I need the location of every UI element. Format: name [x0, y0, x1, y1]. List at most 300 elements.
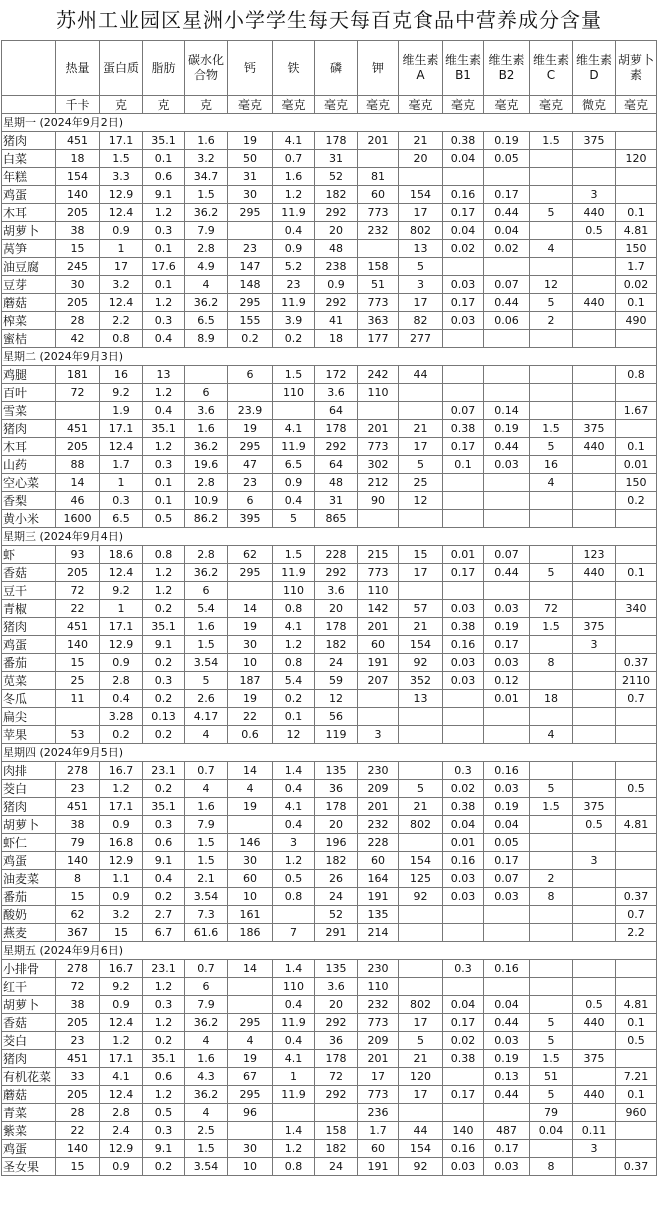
- nutrient-value: 0.19: [484, 618, 530, 636]
- nutrient-value: 0.2: [143, 1158, 185, 1176]
- nutrient-value: 3: [273, 834, 315, 852]
- nutrient-value: [616, 132, 657, 150]
- nutrient-value: 0.2: [143, 690, 185, 708]
- nutrient-value: 1.5: [185, 636, 228, 654]
- nutrient-value: 0.04: [484, 222, 530, 240]
- nutrient-value: 865: [315, 510, 358, 528]
- nutrient-value: 142: [358, 600, 399, 618]
- nutrient-value: [573, 150, 616, 168]
- nutrient-value: 164: [358, 870, 399, 888]
- nutrient-value: [616, 978, 657, 996]
- nutrient-value: 30: [228, 636, 273, 654]
- nutrient-value: [573, 924, 616, 942]
- nutrient-value: [530, 1140, 573, 1158]
- nutrient-value: 367: [56, 924, 100, 942]
- food-name: 青椒: [2, 600, 56, 618]
- nutrient-value: 3.9: [273, 312, 315, 330]
- nutrient-value: 11.9: [273, 1014, 315, 1032]
- nutrient-value: 0.5: [616, 780, 657, 798]
- nutrient-value: 0.4: [100, 690, 143, 708]
- nutrient-value: [573, 330, 616, 348]
- nutrient-value: 178: [315, 132, 358, 150]
- nutrient-value: 38: [56, 222, 100, 240]
- nutrient-value: 35.1: [143, 420, 185, 438]
- nutrient-value: 0.19: [484, 798, 530, 816]
- nutrient-value: 181: [56, 366, 100, 384]
- nutrient-value: [573, 960, 616, 978]
- nutrient-value: [358, 690, 399, 708]
- nutrient-value: 33: [56, 1068, 100, 1086]
- nutrient-value: 3.6: [185, 402, 228, 420]
- nutrient-value: [443, 492, 484, 510]
- nutrient-value: 28: [56, 1104, 100, 1122]
- nutrient-value: 3: [573, 186, 616, 204]
- nutrient-value: [484, 384, 530, 402]
- nutrient-value: 178: [315, 420, 358, 438]
- table-row: [2, 258, 657, 276]
- nutrient-value: 0.4: [143, 330, 185, 348]
- nutrient-value: 17: [399, 1014, 443, 1032]
- food-name: 冬瓜: [2, 690, 56, 708]
- nutrient-value: 205: [56, 1086, 100, 1104]
- nutrient-value: 0.38: [443, 1050, 484, 1068]
- table-row: [2, 996, 657, 1014]
- nutrient-value: 135: [358, 906, 399, 924]
- nutrient-value: 0.44: [484, 438, 530, 456]
- nutrient-value: [399, 582, 443, 600]
- nutrient-value: 1.5: [530, 132, 573, 150]
- nutrient-value: 110: [358, 582, 399, 600]
- nutrient-value: 0.03: [443, 312, 484, 330]
- nutrient-value: 140: [56, 1140, 100, 1158]
- nutrient-value: [530, 402, 573, 420]
- table-row: [2, 222, 657, 240]
- nutrient-value: [616, 1140, 657, 1158]
- column-header: 维生素A: [399, 41, 443, 96]
- nutrient-value: 277: [399, 330, 443, 348]
- nutrient-value: 440: [573, 1014, 616, 1032]
- nutrient-value: 5: [530, 204, 573, 222]
- nutrient-value: 0.07: [443, 402, 484, 420]
- nutrient-value: [530, 636, 573, 654]
- nutrient-value: 0.01: [443, 834, 484, 852]
- nutrient-value: 60: [358, 1140, 399, 1158]
- nutrient-value: 110: [358, 384, 399, 402]
- nutrient-value: 62: [228, 546, 273, 564]
- nutrient-value: [358, 510, 399, 528]
- nutrient-value: 0.4: [143, 870, 185, 888]
- nutrient-value: [484, 492, 530, 510]
- nutrient-value: 0.03: [484, 780, 530, 798]
- table-row: [2, 1140, 657, 1158]
- nutrient-value: [399, 906, 443, 924]
- nutrient-value: 161: [228, 906, 273, 924]
- nutrient-value: 64: [315, 402, 358, 420]
- nutrient-value: 0.11: [573, 1122, 616, 1140]
- nutrient-value: 120: [616, 150, 657, 168]
- nutrient-value: 1.6: [185, 132, 228, 150]
- nutrient-value: 451: [56, 1050, 100, 1068]
- nutrient-value: [530, 258, 573, 276]
- nutrient-value: 0.03: [443, 870, 484, 888]
- food-name: 鸡蛋: [2, 1140, 56, 1158]
- nutrient-value: 375: [573, 618, 616, 636]
- nutrient-value: [573, 258, 616, 276]
- nutrient-value: 209: [358, 1032, 399, 1050]
- unit-cell: [2, 96, 56, 114]
- table-row: [2, 834, 657, 852]
- nutrient-value: 17.1: [100, 1050, 143, 1068]
- day-label: 星期二 (2024年9月3日): [2, 348, 657, 366]
- nutrient-value: 0.16: [443, 852, 484, 870]
- nutrient-value: 0.03: [484, 1158, 530, 1176]
- nutrient-value: 205: [56, 294, 100, 312]
- nutrient-value: 0.02: [484, 240, 530, 258]
- table-row: [2, 402, 657, 420]
- nutrient-value: 0.8: [100, 330, 143, 348]
- nutrient-value: 82: [399, 312, 443, 330]
- nutrient-value: 60: [228, 870, 273, 888]
- nutrient-value: 19: [228, 618, 273, 636]
- nutrient-value: 232: [358, 816, 399, 834]
- nutrient-value: [616, 510, 657, 528]
- day-header-row: [2, 528, 657, 546]
- nutrient-value: 0.17: [443, 204, 484, 222]
- nutrient-value: 375: [573, 132, 616, 150]
- food-name: 山药: [2, 456, 56, 474]
- food-name: 猪肉: [2, 618, 56, 636]
- food-name: 扁尖: [2, 708, 56, 726]
- nutrient-value: 2.8: [100, 1104, 143, 1122]
- nutrient-value: 0.1: [143, 276, 185, 294]
- nutrient-value: 3.3: [100, 168, 143, 186]
- nutrient-value: 18: [56, 150, 100, 168]
- nutrient-value: 0.5: [143, 510, 185, 528]
- unit-cell: 毫克: [358, 96, 399, 114]
- nutrient-value: 0.1: [143, 150, 185, 168]
- food-name: 茭白: [2, 1032, 56, 1050]
- nutrient-value: 1.2: [273, 186, 315, 204]
- nutrient-value: 12: [273, 726, 315, 744]
- nutrient-value: 0.1: [143, 474, 185, 492]
- unit-row: [2, 96, 657, 114]
- nutrient-value: [530, 924, 573, 942]
- nutrient-value: 19: [228, 798, 273, 816]
- nutrient-value: 4: [185, 780, 228, 798]
- nutrient-value: 0.02: [616, 276, 657, 294]
- nutrient-value: 191: [358, 654, 399, 672]
- nutrient-value: 0.8: [143, 546, 185, 564]
- nutrient-value: 125: [399, 870, 443, 888]
- food-name: 鸡腿: [2, 366, 56, 384]
- food-name: 茭白: [2, 780, 56, 798]
- nutrient-value: 17.1: [100, 132, 143, 150]
- nutrient-value: [228, 996, 273, 1014]
- nutrient-value: 4.3: [185, 1068, 228, 1086]
- nutrient-value: 16.7: [100, 762, 143, 780]
- nutrient-value: 278: [56, 762, 100, 780]
- nutrient-value: 242: [358, 366, 399, 384]
- nutrient-value: [616, 852, 657, 870]
- nutrient-value: 56: [315, 708, 358, 726]
- nutrient-value: [443, 1068, 484, 1086]
- nutrient-value: 5: [530, 1014, 573, 1032]
- nutrient-value: 191: [358, 1158, 399, 1176]
- nutrient-value: 150: [616, 474, 657, 492]
- nutrient-value: [399, 168, 443, 186]
- nutrient-value: 12.4: [100, 1014, 143, 1032]
- nutrient-value: 13: [399, 690, 443, 708]
- nutrient-value: 2.2: [616, 924, 657, 942]
- nutrient-value: 0.03: [443, 672, 484, 690]
- food-name: 虾仁: [2, 834, 56, 852]
- nutrient-value: 201: [358, 1050, 399, 1068]
- nutrient-value: [399, 726, 443, 744]
- nutrient-value: 4.1: [273, 1050, 315, 1068]
- nutrient-value: 8: [530, 1158, 573, 1176]
- nutrient-value: 0.3: [143, 816, 185, 834]
- nutrient-value: 110: [273, 978, 315, 996]
- nutrient-value: 8: [530, 888, 573, 906]
- nutrient-value: 6.5: [185, 312, 228, 330]
- nutrient-value: 4: [228, 780, 273, 798]
- nutrient-value: 17: [399, 1086, 443, 1104]
- nutrient-value: 440: [573, 294, 616, 312]
- nutrient-value: 36: [315, 1032, 358, 1050]
- nutrient-value: 15: [399, 546, 443, 564]
- nutrient-value: 12.9: [100, 636, 143, 654]
- nutrient-value: 12.4: [100, 1086, 143, 1104]
- nutrient-value: 4: [530, 726, 573, 744]
- nutrient-value: 0.1: [273, 708, 315, 726]
- nutrient-value: 0.03: [484, 600, 530, 618]
- nutrient-value: 0.7: [616, 906, 657, 924]
- nutrient-value: 0.13: [484, 1068, 530, 1086]
- nutrient-value: [443, 690, 484, 708]
- nutrient-value: 451: [56, 132, 100, 150]
- nutrient-value: [573, 240, 616, 258]
- nutrient-value: 0.17: [443, 1014, 484, 1032]
- nutrient-value: 0.04: [443, 816, 484, 834]
- nutrient-value: 0.4: [273, 222, 315, 240]
- nutrient-value: 0.2: [228, 330, 273, 348]
- food-name: 百叶: [2, 384, 56, 402]
- nutrient-value: 5: [273, 510, 315, 528]
- nutrient-value: 0.17: [443, 564, 484, 582]
- nutrient-value: 0.2: [273, 690, 315, 708]
- nutrient-value: 14: [228, 762, 273, 780]
- nutrient-value: [530, 906, 573, 924]
- nutrient-value: 2.8: [100, 672, 143, 690]
- nutrient-value: 295: [228, 1014, 273, 1032]
- table-row: [2, 780, 657, 798]
- page-title: 苏州工业园区星洲小学学生每天每百克食品中营养成分含量: [56, 8, 602, 32]
- nutrient-value: 182: [315, 636, 358, 654]
- table-row: [2, 762, 657, 780]
- food-name: 鸡蛋: [2, 636, 56, 654]
- nutrient-value: [530, 996, 573, 1014]
- nutrient-value: 16.8: [100, 834, 143, 852]
- nutrient-value: 36.2: [185, 1014, 228, 1032]
- unit-cell: 克: [100, 96, 143, 114]
- nutrient-value: 1.2: [143, 294, 185, 312]
- nutrient-value: 4: [185, 726, 228, 744]
- nutrient-value: 0.03: [443, 888, 484, 906]
- nutrient-value: 3.2: [100, 276, 143, 294]
- nutrient-value: 60: [358, 852, 399, 870]
- nutrient-value: [530, 168, 573, 186]
- nutrient-value: [56, 708, 100, 726]
- nutrient-value: [484, 978, 530, 996]
- nutrient-value: 12: [399, 492, 443, 510]
- nutrient-value: 64: [315, 456, 358, 474]
- nutrient-value: 3: [573, 636, 616, 654]
- food-name: 番茄: [2, 888, 56, 906]
- nutrient-value: 0.03: [443, 600, 484, 618]
- nutrient-value: [616, 420, 657, 438]
- nutrient-value: 0.8: [273, 888, 315, 906]
- food-name: 青菜: [2, 1104, 56, 1122]
- nutrient-value: 23: [228, 240, 273, 258]
- nutrient-value: 352: [399, 672, 443, 690]
- table-row: [2, 330, 657, 348]
- nutrient-value: [573, 1104, 616, 1122]
- nutrient-value: 0.9: [100, 222, 143, 240]
- nutrient-value: [399, 924, 443, 942]
- nutrient-value: 205: [56, 438, 100, 456]
- nutrient-value: 7: [273, 924, 315, 942]
- nutrient-value: 36.2: [185, 294, 228, 312]
- nutrient-value: 50: [228, 150, 273, 168]
- unit-cell: 毫克: [399, 96, 443, 114]
- nutrient-value: [573, 888, 616, 906]
- nutrient-value: 4.1: [273, 618, 315, 636]
- nutrient-value: 245: [56, 258, 100, 276]
- food-name: 紫菜: [2, 1122, 56, 1140]
- nutrient-value: 10.9: [185, 492, 228, 510]
- nutrient-value: 22: [228, 708, 273, 726]
- nutrient-value: [56, 402, 100, 420]
- nutrient-value: [228, 384, 273, 402]
- nutrient-value: 19: [228, 690, 273, 708]
- nutrient-value: 0.44: [484, 1014, 530, 1032]
- table-row: [2, 1050, 657, 1068]
- nutrient-value: 23: [56, 780, 100, 798]
- nutrient-value: [573, 690, 616, 708]
- nutrient-value: 487: [484, 1122, 530, 1140]
- nutrient-value: 1.9: [100, 402, 143, 420]
- nutrient-value: 178: [315, 1050, 358, 1068]
- nutrient-value: 30: [228, 1140, 273, 1158]
- food-name: 香梨: [2, 492, 56, 510]
- nutrient-value: 3: [573, 852, 616, 870]
- nutrient-value: 440: [573, 204, 616, 222]
- nutrient-value: [484, 366, 530, 384]
- nutrient-value: 773: [358, 438, 399, 456]
- food-name: 胡萝卜: [2, 996, 56, 1014]
- nutrient-value: 17: [358, 1068, 399, 1086]
- table-row: [2, 240, 657, 258]
- nutrient-value: 110: [358, 978, 399, 996]
- nutrient-value: 0.9: [100, 654, 143, 672]
- nutrient-value: 0.3: [443, 960, 484, 978]
- nutrient-value: [573, 402, 616, 420]
- day-header-row: [2, 114, 657, 132]
- table-row: [2, 510, 657, 528]
- nutrient-value: 1: [273, 1068, 315, 1086]
- nutrient-value: 0.38: [443, 618, 484, 636]
- nutrient-value: 4: [185, 1032, 228, 1050]
- nutrient-value: 375: [573, 420, 616, 438]
- nutrient-value: 90: [358, 492, 399, 510]
- nutrient-value: 3.54: [185, 888, 228, 906]
- nutrient-value: 490: [616, 312, 657, 330]
- nutrient-value: [399, 1104, 443, 1122]
- nutrient-value: 0.2: [273, 330, 315, 348]
- nutrient-value: 0.17: [484, 852, 530, 870]
- nutrient-value: 9.2: [100, 582, 143, 600]
- nutrient-value: 0.17: [443, 438, 484, 456]
- nutrient-value: 5: [399, 780, 443, 798]
- nutrient-value: 9.2: [100, 384, 143, 402]
- nutrient-value: 9.1: [143, 636, 185, 654]
- nutrient-value: 0.38: [443, 132, 484, 150]
- nutrient-value: 31: [228, 168, 273, 186]
- nutrient-value: 88: [56, 456, 100, 474]
- nutrient-value: 0.44: [484, 294, 530, 312]
- nutrient-value: 0.4: [273, 492, 315, 510]
- nutrient-value: 7.21: [616, 1068, 657, 1086]
- nutrient-value: 0.12: [484, 672, 530, 690]
- nutrient-value: 11.9: [273, 438, 315, 456]
- table-row: [2, 1068, 657, 1086]
- nutrient-value: [616, 1122, 657, 1140]
- nutrient-value: 1.2: [273, 852, 315, 870]
- nutrient-value: 0.2: [143, 654, 185, 672]
- nutrient-value: 0.6: [143, 168, 185, 186]
- nutrient-value: [399, 834, 443, 852]
- table-row: [2, 204, 657, 222]
- nutrient-value: 5: [530, 294, 573, 312]
- column-header: 碳水化合物: [185, 41, 228, 96]
- nutrient-value: 0.04: [484, 996, 530, 1014]
- nutrient-value: [443, 906, 484, 924]
- table-row: [2, 168, 657, 186]
- nutrient-value: 35.1: [143, 618, 185, 636]
- nutrient-value: [399, 384, 443, 402]
- nutrient-value: 5: [399, 1032, 443, 1050]
- nutrient-value: 44: [399, 366, 443, 384]
- column-header: 钙: [228, 41, 273, 96]
- nutrient-value: 0.3: [100, 492, 143, 510]
- nutrient-value: [484, 708, 530, 726]
- day-label: 星期四 (2024年9月5日): [2, 744, 657, 762]
- nutrient-value: 150: [616, 240, 657, 258]
- nutrient-value: 4: [228, 1032, 273, 1050]
- nutrient-value: 4: [530, 240, 573, 258]
- nutrient-value: [399, 762, 443, 780]
- food-name: 木耳: [2, 204, 56, 222]
- nutrient-value: 4.1: [100, 1068, 143, 1086]
- nutrient-value: 11.9: [273, 564, 315, 582]
- nutrient-value: 1.4: [273, 1122, 315, 1140]
- nutrient-value: 5: [530, 1086, 573, 1104]
- nutrient-value: 0.04: [484, 816, 530, 834]
- table-row: [2, 564, 657, 582]
- nutrient-value: 0.02: [443, 240, 484, 258]
- nutrient-value: [228, 978, 273, 996]
- nutrient-value: 12.9: [100, 186, 143, 204]
